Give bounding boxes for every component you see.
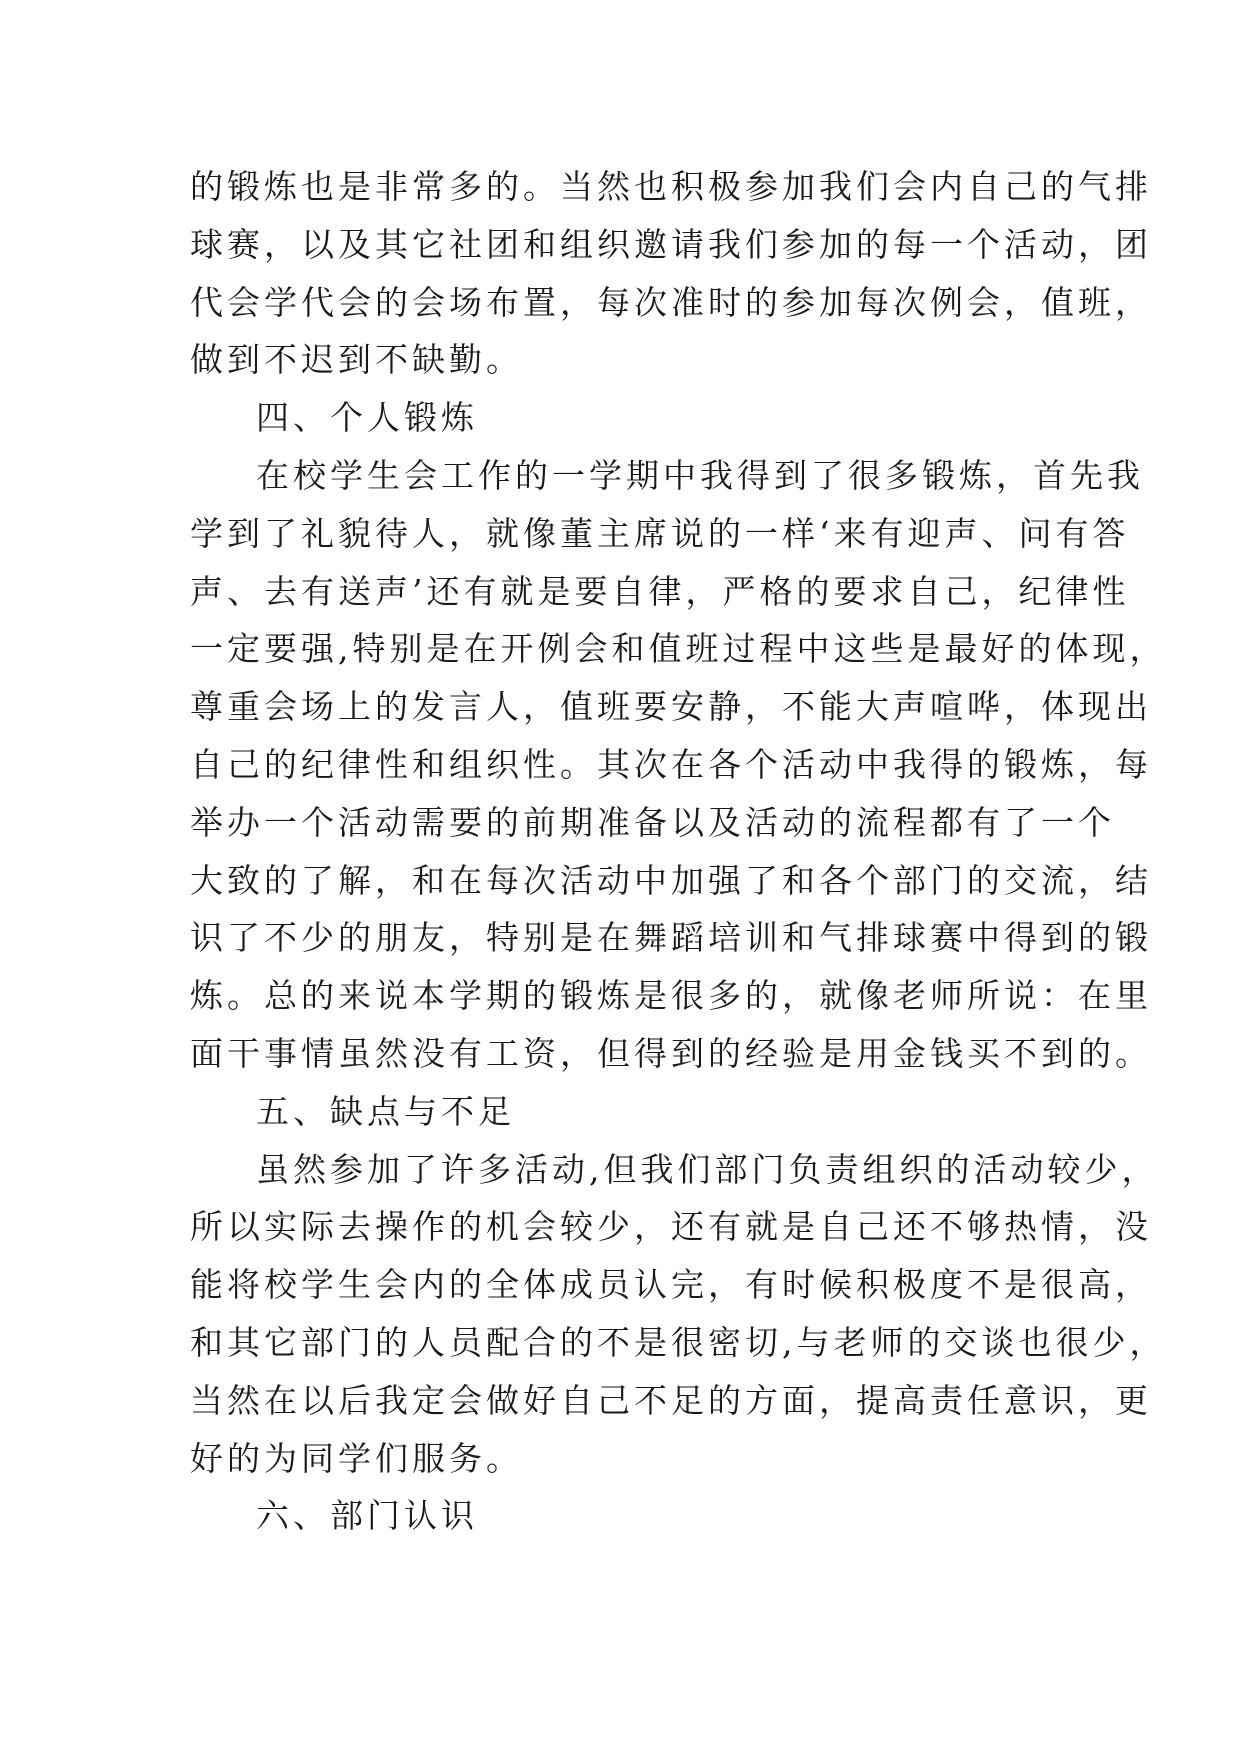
text-line: 虽然参加了许多活动,但我们部门负责组织的活动较少，	[256, 1149, 1159, 1189]
text-line: 和其它部门的人员配合的不是很密切,与老师的交谈也很少，	[190, 1322, 1167, 1362]
text-line: 在校学生会工作的一学期中我得到了很多锻炼，首先我	[256, 455, 1144, 495]
text-line: 的锻炼也是非常多的。当然也积极参加我们会内自己的气排	[190, 167, 1152, 206]
text-line: 自己的纪律性和组织性。其次在各个活动中我得的锻炼，每	[190, 744, 1152, 784]
text-line: 举办一个活动需要的前期准备以及活动的流程都有了一个	[190, 802, 1115, 842]
text-line: 所以实际去操作的机会较少，还有就是自己还不够热情，没	[190, 1207, 1152, 1247]
text-line: 一定要强,特别是在开例会和值班过程中这些是最好的体现，	[190, 629, 1167, 669]
text-line: 面干事情虽然没有工资，但得到的经验是用金钱买不到的。	[190, 1033, 1152, 1073]
section-heading: 四、个人锻炼	[256, 398, 478, 438]
text-line: 尊重会场上的发言人，值班要安静，不能大声喧哗，体现出	[190, 687, 1152, 727]
text-line: 炼。总的来说本学期的锻炼是很多的，就像老师所说：在里	[190, 976, 1152, 1016]
section-heading: 五、缺点与不足	[256, 1091, 515, 1131]
text-line: 大致的了解，和在每次活动中加强了和各个部门的交流，结	[190, 860, 1152, 900]
text-line: 识了不少的朋友，特别是在舞蹈培训和气排球赛中得到的锻	[190, 918, 1152, 958]
text-line: 代会学代会的会场布置，每次准时的参加每次例会，值班，	[190, 282, 1152, 322]
text-line: 好的为同学们服务。	[190, 1438, 523, 1478]
text-line: 当然在以后我定会做好自己不足的方面，提高责任意识，更	[190, 1380, 1152, 1420]
text-line: 球赛，以及其它社团和组织邀请我们参加的每一个活动，团	[190, 224, 1152, 264]
text-line: 能将校学生会内的全体成员认完，有时候积极度不是很高，	[190, 1265, 1152, 1305]
text-line: 做到不迟到不缺勤。	[190, 340, 523, 380]
text-line: 声、去有送声’还有就是要自律，严格的要求自己，纪律性	[190, 571, 1130, 611]
document-body	[190, 158, 1167, 1545]
section-heading: 六、部门认识	[256, 1496, 478, 1536]
text-line: 学到了礼貌待人，就像董主席说的一样‘来有迎声、问有答	[190, 513, 1130, 553]
